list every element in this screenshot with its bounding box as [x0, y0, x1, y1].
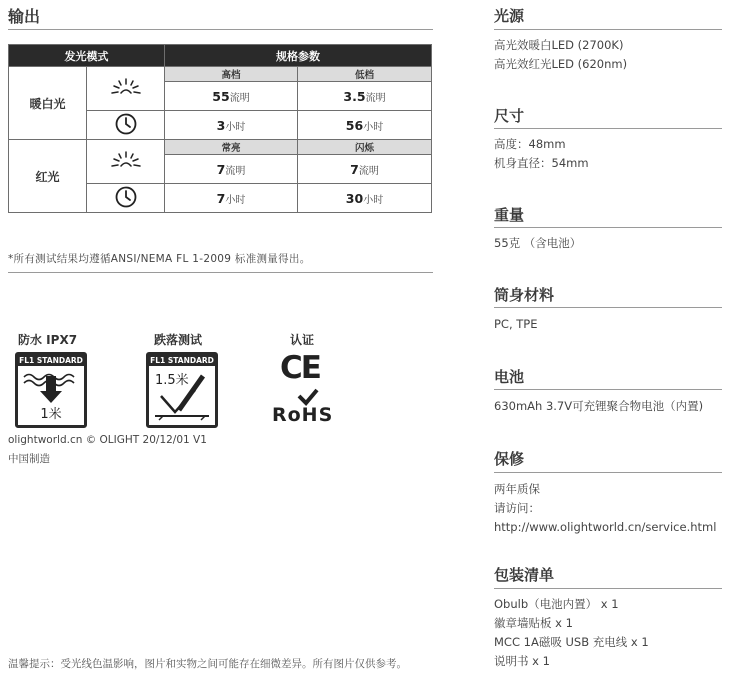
divider	[494, 472, 722, 473]
runtime-cell	[87, 111, 165, 140]
waterproof-badge	[15, 352, 87, 428]
brightness-value: 55流明	[165, 82, 298, 111]
divider	[494, 29, 722, 30]
divider	[8, 272, 433, 273]
disclaimer: 温馨提示：受光线色温影响，图片和实物之间可能存在细微差异。所有图片仅供参考。	[8, 658, 407, 670]
waterproof-title: 防水 IPX7	[18, 333, 78, 347]
mode-warm-white: 暖白光	[9, 67, 87, 140]
light-burst-icon	[110, 76, 142, 98]
spec-title-weight: 重量	[494, 206, 525, 224]
divider	[494, 128, 722, 129]
clock-icon	[114, 112, 138, 136]
brightness-value: 7流明	[165, 155, 298, 184]
spec-title-battery: 电池	[494, 368, 525, 386]
ce-mark: CE	[280, 350, 320, 386]
sub-header: 常亮	[165, 140, 298, 155]
spec-package: Obulb（电池内置） x 1 徽章墙贴板 x 1 MCC 1A磁吸 USB 充电线 x 1 说明书 x 1	[494, 597, 649, 668]
spec-size: 高度：48mm 机身直径：54mm	[494, 137, 589, 170]
spec-title-material: 筒身材料	[494, 286, 555, 304]
standard-label: FL1 STANDARD	[150, 356, 214, 365]
warranty-link[interactable]: http://www.olightworld.cn/service.html	[494, 520, 717, 534]
spec-weight: 55克 （含电池）	[494, 236, 582, 250]
impact-badge	[146, 352, 218, 428]
brightness-cell	[87, 67, 165, 111]
runtime-value: 3小时	[165, 111, 298, 140]
credit-line: olightworld.cn © OLIGHT 20/12/01 V1	[8, 434, 207, 446]
spec-warranty: 两年质保 请访问： http://www.olightworld.cn/service.html	[494, 480, 716, 537]
brightness-cell	[87, 140, 165, 184]
brightness-value: 7流明	[298, 155, 432, 184]
impact-title: 跌落测试	[154, 333, 203, 347]
test-footnote: *所有测试结果均遵循ANSI/NEMA FL 1-2009 标准测量得出。	[8, 253, 311, 265]
runtime-cell	[87, 184, 165, 213]
header-spec: 规格参数	[165, 45, 432, 67]
runtime-value: 30小时	[298, 184, 432, 213]
made-in: 中国制造	[8, 453, 50, 465]
output-title: 输出	[8, 7, 41, 26]
waterproof-depth: 1米	[40, 407, 62, 422]
runtime-value: 7小时	[165, 184, 298, 213]
cert-title: 认证	[290, 333, 315, 347]
divider	[494, 588, 722, 589]
header-mode: 发光模式	[9, 45, 165, 67]
standard-label: FL1 STANDARD	[19, 356, 83, 365]
spec-material: PC, TPE	[494, 317, 538, 331]
mode-red: 红光	[9, 140, 87, 213]
sub-header: 闪烁	[298, 140, 432, 155]
sub-header: 高档	[165, 67, 298, 82]
impact-height: 1.5米	[155, 373, 189, 388]
spec-light-source: 高光效暖白LED (2700K) 高光效红光LED (620nm)	[494, 38, 628, 71]
clock-icon	[114, 185, 138, 209]
runtime-value: 56小时	[298, 111, 432, 140]
spec-title-light-source: 光源	[494, 7, 525, 25]
spec-title-package: 包装清单	[494, 566, 555, 584]
sub-header: 低档	[298, 67, 432, 82]
light-burst-icon	[110, 149, 142, 171]
output-spec-table	[8, 44, 432, 213]
brightness-value: 3.5流明	[298, 82, 432, 111]
spec-title-warranty: 保修	[494, 450, 525, 468]
spec-title-size: 尺寸	[494, 107, 525, 125]
spec-battery: 630mAh 3.7V可充锂聚合物电池（内置)	[494, 399, 704, 413]
divider	[494, 389, 722, 390]
divider	[494, 307, 722, 308]
rohs-mark: RoHS	[272, 404, 334, 426]
divider	[8, 29, 433, 30]
divider	[494, 227, 722, 228]
